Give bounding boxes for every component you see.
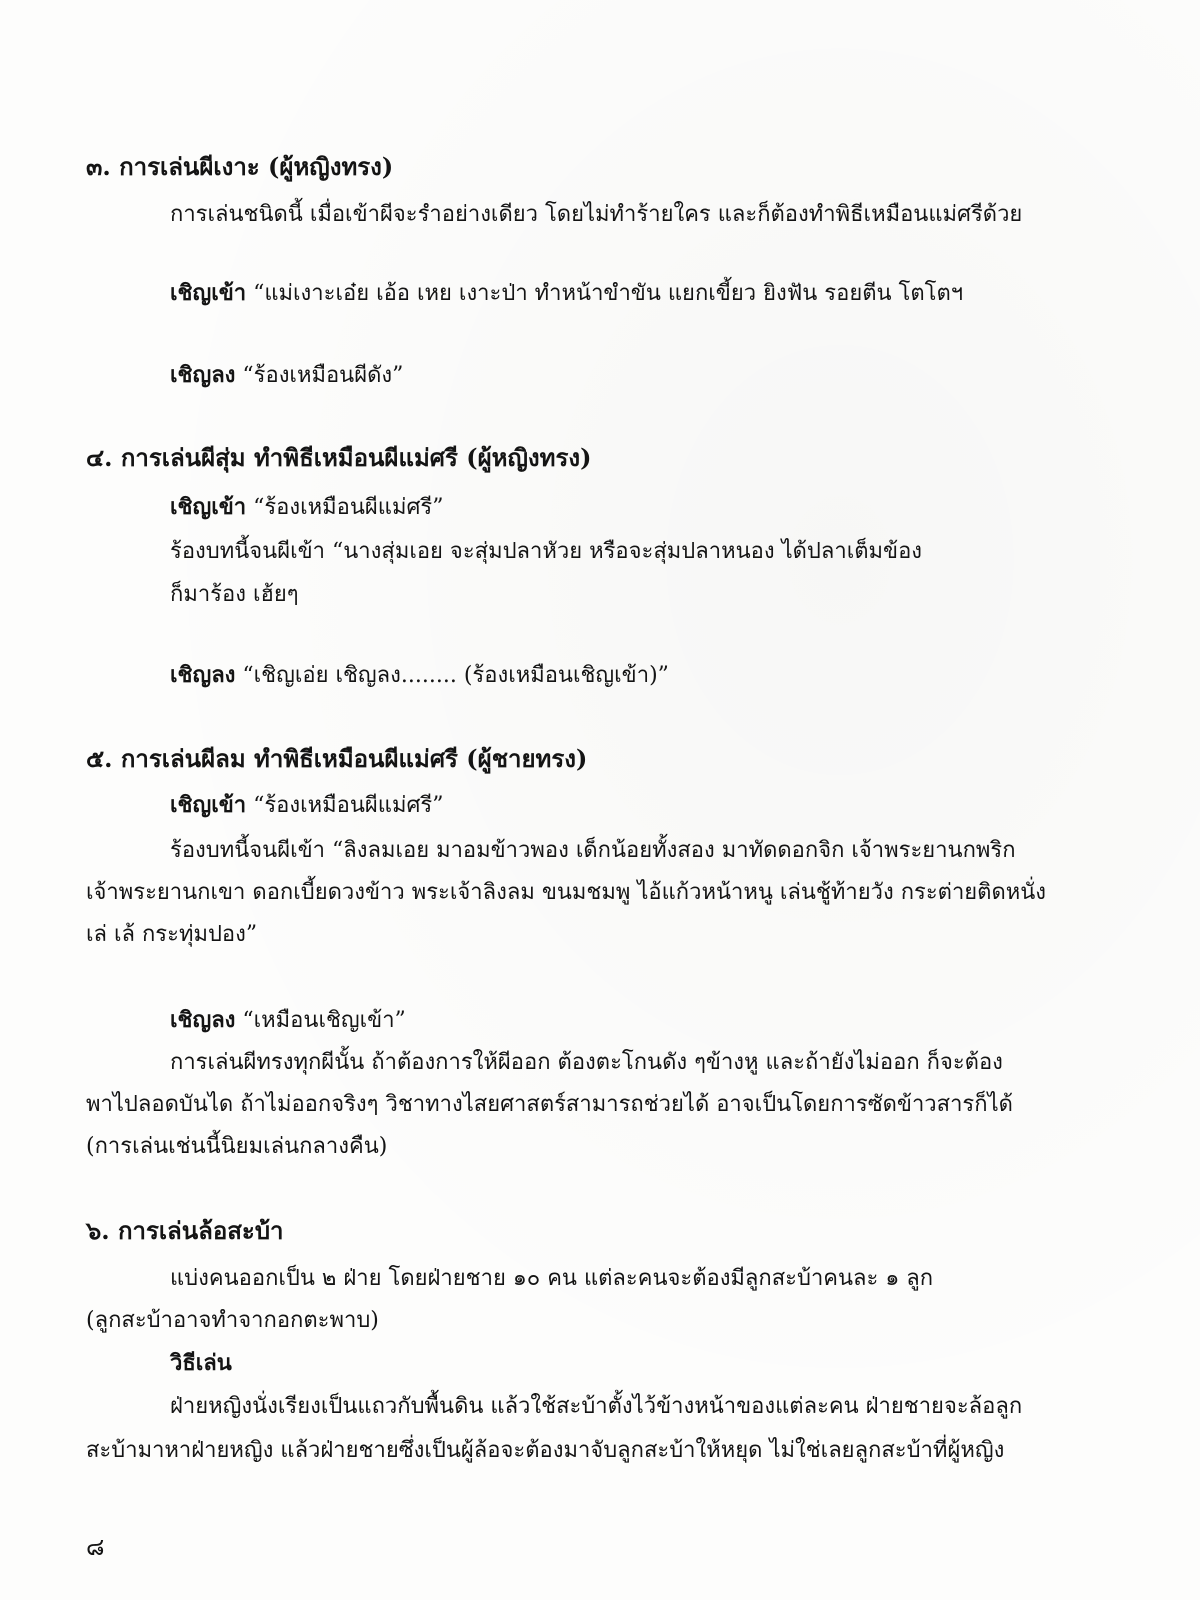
invite-in-label: เชิญเข้า: [170, 280, 247, 306]
section-5-note-line-2: พาไปลอดบันได ถ้าไม่ออกจริงๆ วิชาทางไสยศาสตร์สามารถช่วยได้ อาจเป็นโดยการซัดข้าวสารก็ได้: [86, 1092, 1013, 1117]
invite-in-label: เชิญเข้า: [170, 494, 247, 520]
invite-in-text: “ร้องเหมือนผีแม่ศรี”: [246, 495, 444, 520]
section-5-note-line-3: (การเล่นเช่นนี้นิยมเล่นกลางคืน): [86, 1134, 388, 1159]
section-5-invite-out: [170, 1005, 406, 1036]
section-3-body: การเล่นชนิดนี้ เมื่อเข้าผีจะรำอย่างเดียว โดยไม่ทำร้ายใคร และก็ต้องทำพิธีเหมือนแม่ศรีด้วย: [170, 202, 1023, 227]
song-text: ร้องบทนี้จนผีเข้า “ลิงลมเอย มาอมข้าวพอง เด็กน้อยทั้งสอง มาทัดดอกจิก เจ้าพระยานกพริก: [170, 838, 1016, 863]
section-5-song-line-1: [170, 836, 1120, 866]
invite-out-text: “เหมือนเชิญเข้า”: [235, 1008, 406, 1033]
invite-in-label: เชิญเข้า: [170, 792, 247, 818]
section-3-invite-in: [170, 278, 963, 309]
section-6-method-line-1: ฝ่ายหญิงนั่งเรียงเป็นแถวกับพื้นดิน แล้วใช้สะบ้าตั้งไว้ข้างหน้าของแต่ละคน ฝ่ายชายจะล้อลูก: [170, 1394, 1023, 1419]
invite-out-text: “ร้องเหมือนผีดัง”: [235, 363, 404, 388]
section-5-heading: ๕. การเล่นผีลม ทำพิธีเหมือนผีแม่ศรี (ผู้ชายทรง): [86, 744, 588, 773]
invite-in-text: “ร้องเหมือนผีแม่ศรี”: [246, 793, 444, 818]
invite-out-text: “เชิญเอ่ย เชิญลง........ (ร้องเหมือนเชิญเข้า)”: [235, 663, 669, 688]
section-5-note-line-1: การเล่นผีทรงทุกผีนั้น ถ้าต้องการให้ผีออก ต้องตะโกนดัง ๆข้างหู และถ้ายังไม่ออก ก็จะต้อง: [170, 1050, 1003, 1075]
section-3-invite-out: [170, 360, 403, 391]
section-4-heading: ๔. การเล่นผีสุ่ม ทำพิธีเหมือนผีแม่ศรี (ผู้หญิงทรง): [86, 443, 592, 472]
invite-out-label: เชิญลง: [170, 1007, 236, 1033]
page-number: ๘: [86, 1533, 105, 1561]
section-6-method-label: วิธีเล่น: [170, 1350, 232, 1376]
invite-in-text: “แม่เงาะเอ๋ย เอ้อ เหย เงาะป่า ทำหน้าขำขัน แยกเขี้ยว ยิงฟัน รอยตีน โตโตฯ: [246, 281, 964, 306]
section-6-heading: ๖. การเล่นล้อสะบ้า: [86, 1216, 284, 1245]
section-6-body-line-1: แบ่งคนออกเป็น ๒ ฝ่าย โดยฝ่ายชาย ๑๐ คน แต่ละคนจะต้องมีลูกสะบ้าคนละ ๑ ลูก: [170, 1266, 934, 1291]
section-4-invite-out: [170, 660, 669, 691]
section-4-invite-in: [170, 492, 444, 523]
section-5-song-line-3: เล่ เล้ กระทุ่มปอง”: [86, 922, 258, 947]
invite-out-label: เชิญลง: [170, 662, 236, 688]
section-4-song-line-1: ร้องบทนี้จนผีเข้า “นางสุ่มเอย จะสุ่มปลาหัวย หรือจะสุ่มปลาหนอง ได้ปลาเต็มข้อง: [170, 539, 923, 564]
section-3-heading: ๓. การเล่นผีเงาะ (ผู้หญิงทรง): [86, 152, 394, 181]
section-4-song-line-2: ก็มาร้อง เฮ้ยๆ: [170, 582, 299, 607]
section-5-invite-in: [170, 790, 444, 821]
section-6-body-line-2: (ลูกสะบ้าอาจทำจากอกตะพาบ): [86, 1308, 379, 1333]
section-6-method-line-2: สะบ้ามาหาฝ่ายหญิง แล้วฝ่ายชายซึ่งเป็นผู้ล้อจะต้องมาจับลูกสะบ้าให้หยุด ไม่ใช่เลยลูกสะบ้าที่ผู้หญิง: [86, 1438, 1005, 1463]
section-5-song-line-2: เจ้าพระยานกเขา ดอกเบี้ยดวงข้าว พระเจ้าลิงลม ขนมชมพู ไอ้แก้วหน้าหนู เล่นชู้ท้ายวัง กระต่ายติดหนั่ง: [86, 880, 1047, 905]
invite-out-label: เชิญลง: [170, 362, 236, 388]
